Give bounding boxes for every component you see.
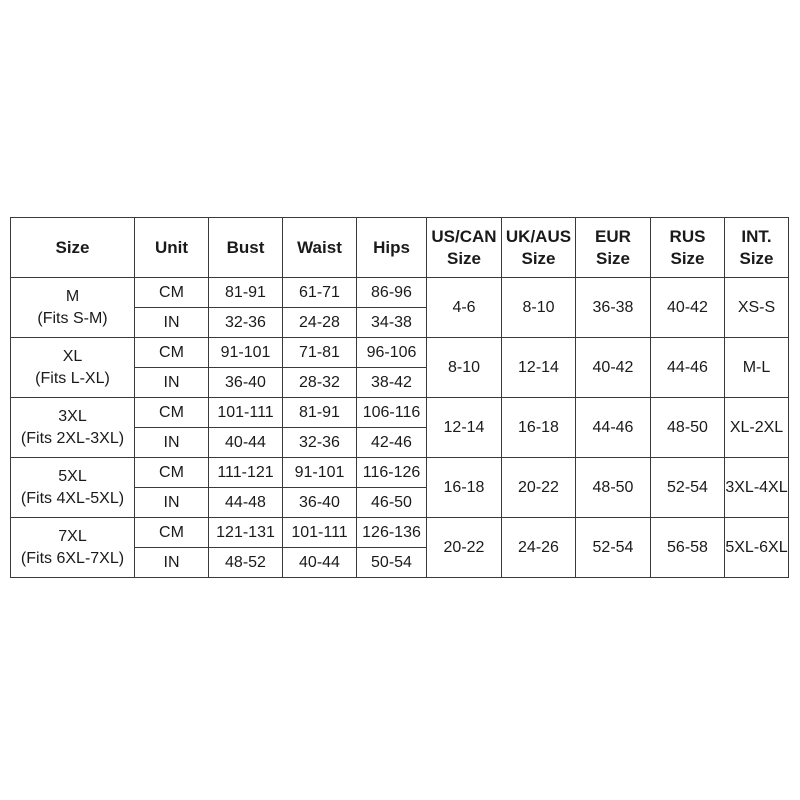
hips-cell: 50-54: [357, 548, 427, 578]
hips-cell: 126-136: [357, 518, 427, 548]
rus-cell: 40-42: [651, 278, 725, 338]
header-uk-aus-size: UK/AUS Size: [502, 218, 576, 278]
uk-aus-cell: 12-14: [502, 338, 576, 398]
hips-cell: 38-42: [357, 368, 427, 398]
hips-cell: 86-96: [357, 278, 427, 308]
bust-cell: 36-40: [209, 368, 283, 398]
hips-cell: 34-38: [357, 308, 427, 338]
header-size: Size: [11, 218, 135, 278]
int-cell: 5XL-6XL: [725, 518, 789, 578]
bust-cell: 81-91: [209, 278, 283, 308]
unit-cell: CM: [135, 458, 209, 488]
hips-cell: 116-126: [357, 458, 427, 488]
waist-cell: 81-91: [283, 398, 357, 428]
size-cell: M (Fits S-M): [11, 278, 135, 338]
rus-cell: 48-50: [651, 398, 725, 458]
uk-aus-cell: 20-22: [502, 458, 576, 518]
waist-cell: 24-28: [283, 308, 357, 338]
size-cell: XL (Fits L-XL): [11, 338, 135, 398]
int-cell: XL-2XL: [725, 398, 789, 458]
eur-cell: 52-54: [576, 518, 651, 578]
eur-cell: 36-38: [576, 278, 651, 338]
waist-cell: 101-111: [283, 518, 357, 548]
hips-cell: 106-116: [357, 398, 427, 428]
bust-cell: 32-36: [209, 308, 283, 338]
us-can-cell: 16-18: [427, 458, 502, 518]
uk-aus-cell: 24-26: [502, 518, 576, 578]
waist-cell: 36-40: [283, 488, 357, 518]
hips-cell: 96-106: [357, 338, 427, 368]
header-row: [11, 218, 789, 278]
hips-cell: 46-50: [357, 488, 427, 518]
hips-cell: 42-46: [357, 428, 427, 458]
waist-cell: 71-81: [283, 338, 357, 368]
bust-cell: 91-101: [209, 338, 283, 368]
waist-cell: 32-36: [283, 428, 357, 458]
size-cell: 5XL (Fits 4XL-5XL): [11, 458, 135, 518]
bust-cell: 44-48: [209, 488, 283, 518]
waist-cell: 28-32: [283, 368, 357, 398]
header-hips: Hips: [357, 218, 427, 278]
header-int-size: INT. Size: [725, 218, 789, 278]
unit-cell: IN: [135, 488, 209, 518]
int-cell: M-L: [725, 338, 789, 398]
waist-cell: 91-101: [283, 458, 357, 488]
rus-cell: 44-46: [651, 338, 725, 398]
bust-cell: 111-121: [209, 458, 283, 488]
int-cell: 3XL-4XL: [725, 458, 789, 518]
header-waist: Waist: [283, 218, 357, 278]
unit-cell: IN: [135, 308, 209, 338]
waist-cell: 40-44: [283, 548, 357, 578]
uk-aus-cell: 8-10: [502, 278, 576, 338]
table-row: [11, 278, 789, 308]
waist-cell: 61-71: [283, 278, 357, 308]
unit-cell: CM: [135, 278, 209, 308]
table-row: [11, 398, 789, 428]
bust-cell: 121-131: [209, 518, 283, 548]
unit-cell: CM: [135, 398, 209, 428]
eur-cell: 40-42: [576, 338, 651, 398]
rus-cell: 56-58: [651, 518, 725, 578]
unit-cell: IN: [135, 368, 209, 398]
eur-cell: 48-50: [576, 458, 651, 518]
bust-cell: 40-44: [209, 428, 283, 458]
unit-cell: IN: [135, 428, 209, 458]
us-can-cell: 12-14: [427, 398, 502, 458]
us-can-cell: 4-6: [427, 278, 502, 338]
size-cell: 7XL (Fits 6XL-7XL): [11, 518, 135, 578]
bust-cell: 48-52: [209, 548, 283, 578]
unit-cell: CM: [135, 338, 209, 368]
table-row: [11, 458, 789, 488]
size-chart-table: [10, 217, 789, 578]
us-can-cell: 8-10: [427, 338, 502, 398]
header-unit: Unit: [135, 218, 209, 278]
header-eur-size: EUR Size: [576, 218, 651, 278]
eur-cell: 44-46: [576, 398, 651, 458]
rus-cell: 52-54: [651, 458, 725, 518]
bust-cell: 101-111: [209, 398, 283, 428]
header-us-can-size: US/CAN Size: [427, 218, 502, 278]
us-can-cell: 20-22: [427, 518, 502, 578]
uk-aus-cell: 16-18: [502, 398, 576, 458]
unit-cell: IN: [135, 548, 209, 578]
unit-cell: CM: [135, 518, 209, 548]
size-cell: 3XL (Fits 2XL-3XL): [11, 398, 135, 458]
int-cell: XS-S: [725, 278, 789, 338]
header-bust: Bust: [209, 218, 283, 278]
table-row: [11, 518, 789, 548]
table-row: [11, 338, 789, 368]
header-rus-size: RUS Size: [651, 218, 725, 278]
